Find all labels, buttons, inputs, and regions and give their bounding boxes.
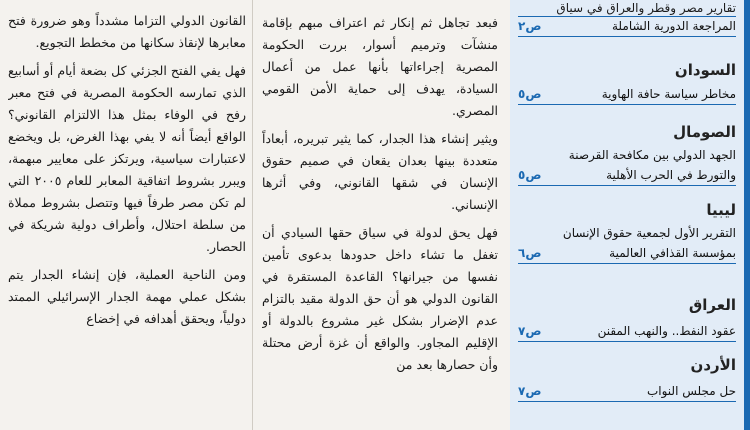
toc-divider (518, 185, 736, 186)
toc-item[interactable] (518, 147, 736, 164)
toc-heading: ليبيا (706, 201, 736, 219)
article-paragraph: القانون الدولي التزاما مشدداً وهو ضرورة فتح معابرها لإنقاذ سكانها من مخطط التجويع. (8, 13, 246, 50)
toc-section-somalia (518, 122, 736, 186)
toc-heading: الأردن (690, 356, 736, 374)
toc-top-line: تقارير مصر وقطر والعراق في سياق (518, 0, 736, 17)
toc-item-page: ص٧ (518, 324, 542, 338)
toc-divider (518, 263, 736, 264)
toc-item-label: عقود النفط.. والنهب المقنن (597, 324, 736, 338)
article-paragraph: ويثير إنشاء هذا الجدار، كما يثير تبريره، أبعاداً متعددة بينها بعدان يقعان في صميم حقوق الإنسان في شقها القانوني، وفي أثرها الإنساني. (262, 131, 498, 212)
article-paragraph: فهل يفي الفتح الجزئي كل بضعة أيام أو أسابيع الذي تمارسه الحكومة المصرية في فتح معبر رفح في الوفاء بمثل هذا الالتزام القانوني؟ الواقع أيضاً أنه لا يفي بهذا الغرض، بل ويخضع لاعتبارات سياسية، ويرتكز على معايير مبهمة، ويبرر بشروط اتفاقية المعابر للعام ٢٠٠٥ التي لم تكن مصر طرفاً فيها وتتصل بشروط مملاة من سلطة احتلال، وأطراف دولية شريكة في الحصار. (8, 63, 246, 254)
toc-top-entry (518, 18, 736, 37)
toc-item[interactable] (518, 225, 736, 242)
toc-item-label: التقرير الأول لجمعية حقوق الإنسان (562, 226, 736, 240)
column-gutter (252, 0, 253, 430)
toc-item[interactable] (518, 86, 736, 103)
toc-item[interactable] (518, 245, 736, 262)
toc-item[interactable] (518, 18, 736, 35)
toc-item[interactable] (518, 167, 736, 184)
toc-item-page: ص٧ (518, 384, 542, 398)
toc-divider (518, 36, 736, 37)
toc-item-label: بمؤسسة القذافي العالمية (609, 246, 736, 260)
toc-heading: العراق (688, 296, 736, 314)
toc-section-jordan (518, 355, 736, 402)
toc-section-iraq (518, 295, 736, 342)
toc-item-page: ص٥ (518, 87, 542, 101)
toc-item-page: ص٥ (518, 168, 542, 182)
toc-heading: السودان (674, 61, 736, 79)
toc-divider (518, 341, 736, 342)
toc-section-libya (518, 200, 736, 264)
article-paragraph: ومن الناحية العملية، فإن إنشاء الجدار يتم بشكل عملي مهمة الجدار الإسرائيلي الممتد دولياً، ويحقق أهدافه في إخضاع (8, 267, 246, 326)
toc-divider (518, 401, 736, 402)
toc-divider (518, 104, 736, 105)
toc-section-sudan (518, 60, 736, 105)
article-paragraph: فبعد تجاهل ثم إنكار ثم اعتراف مبهم بإقامة منشآت وترميم أسوار، بررت الحكومة المصرية إجراءاتها بأنها عمل من أعمال السيادة، يهدف إلى حماية الأمن القومي المصري. (262, 15, 498, 118)
sidebar-accent-rail (744, 0, 750, 430)
toc-item-label: مخاطر سياسة حافة الهاوية (601, 87, 736, 101)
toc-item[interactable] (518, 383, 736, 400)
toc-item-label: المراجعة الدورية الشاملة (612, 19, 736, 33)
toc-item[interactable] (518, 323, 736, 340)
toc-item-page: ص٦ (518, 246, 542, 260)
article-paragraph: فهل يحق لدولة في سياق حقها السيادي أن تغفل ما تشاء داخل حدودها بدعوى تأمين نفسها من جيرانها؟ القاعدة المستقرة في القانون الدولي هو أن حق الدولة مقيد بالتزام عدم الإضرار بشكل غير مشروع بالدولة أو الإقليم المجاور. والواقع أن غزة أرض محتلة وأن حصارها بعد من (262, 225, 498, 372)
article-column-middle (262, 0, 498, 430)
table-of-contents (510, 0, 750, 430)
toc-item-label: حل مجلس النواب (646, 384, 736, 398)
toc-heading: الصومال (673, 123, 736, 141)
toc-item-page: ص٢ (518, 19, 542, 33)
toc-item-label: الجهد الدولي بين مكافحة القرصنة (568, 148, 736, 162)
toc-item-label: والتورط في الحرب الأهلية (606, 168, 736, 182)
article-column-left (8, 0, 246, 430)
